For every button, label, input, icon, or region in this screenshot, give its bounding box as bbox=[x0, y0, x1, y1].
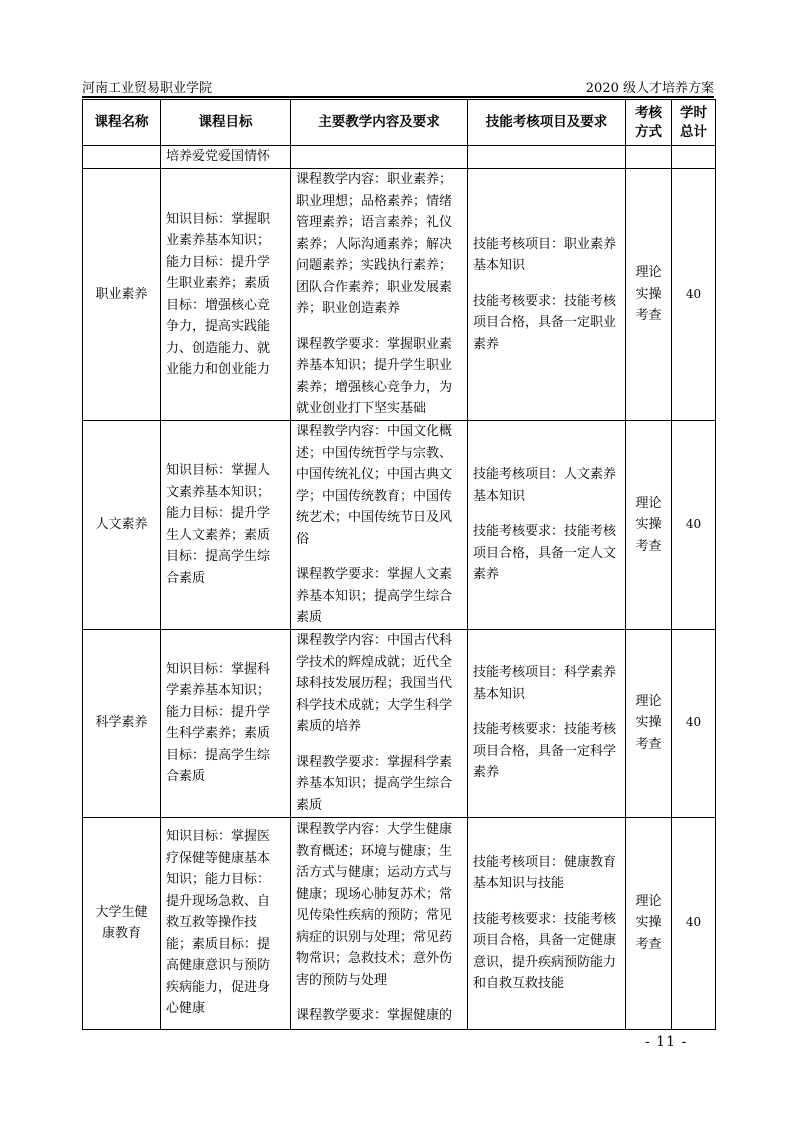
table-header-row bbox=[83, 100, 716, 146]
skill-assessment-cell bbox=[468, 629, 626, 817]
teaching-requirement-text: 课程教学要求：掌握科学素养基本知识；提高学生综合素质 bbox=[296, 754, 453, 813]
assessment-method-cell: 理论 实操 考查 bbox=[626, 169, 672, 421]
table-row bbox=[83, 629, 716, 817]
skill-assessment-cell bbox=[468, 421, 626, 630]
skill-requirement-text: 技能考核要求：技能考核项目合格，具备一定人文素养 bbox=[473, 524, 617, 582]
col-header-assessment-method: 考核 方式 bbox=[626, 100, 672, 146]
teaching-content-cell bbox=[291, 817, 468, 1029]
col-header-teaching-content: 主要教学内容及要求 bbox=[291, 100, 468, 146]
skill-requirement-text: 技能考核要求：技能考核项目合格，具备一定科学素养 bbox=[473, 722, 617, 781]
teaching-content-text: 课程教学内容：中国文化概述；中国传统哲学与宗教、中国传统礼仪；中国古典文学；中国传统教育；中国传统艺术；中国传统节日及风俗 bbox=[296, 424, 453, 547]
table-row bbox=[83, 421, 716, 630]
course-goal-cell: 知识目标：掌握科 学素养基本知识； 能力目标：提升学 生科学素养；素质 目标：提高学生综 合素质 bbox=[161, 629, 291, 817]
skill-item-text: 技能考核项目：健康教育基本知识与技能 bbox=[473, 854, 617, 891]
teaching-content-cell bbox=[291, 169, 468, 421]
skill-assessment-cell bbox=[468, 817, 626, 1029]
skill-assessment-cell bbox=[468, 169, 626, 421]
table-row bbox=[83, 169, 716, 421]
teaching-content-text: 课程教学内容：大学生健康教育概述；环境与健康；生活方式与健康；运动方式与健康；现场心肺复苏术；常见传染性疾病的预防；常见病症的识别与处理；常见药物常识；急救技术；意外伤害的预防与处理 bbox=[296, 822, 453, 988]
skill-item-text: 技能考核项目：科学素养基本知识 bbox=[473, 665, 617, 702]
total-hours-cell: 40 bbox=[672, 629, 716, 817]
course-name-cell: 科学素养 bbox=[83, 629, 161, 817]
table-row bbox=[83, 817, 716, 1029]
table-row-continued bbox=[83, 146, 716, 169]
header-school-name: 河南工业贸易职业学院 bbox=[82, 81, 213, 96]
skill-item-text: 技能考核项目：人文素养基本知识 bbox=[473, 467, 617, 504]
skill-requirement-text: 技能考核要求：技能考核项目合格，具备一定职业素养 bbox=[473, 293, 617, 352]
course-goal-cell: 知识目标：掌握医 疗保健等健康基本 知识；能力目标： 提升现场急救、自 救互救等操作技 能；素质目标：提 高健康意识与预防 疾病能力，促进身 心健康 bbox=[161, 817, 291, 1029]
assessment-method-cell: 理论 实操 考查 bbox=[626, 629, 672, 817]
skill-requirement-text: 技能考核要求：技能考核项目合格，具备一定健康意识，提升疾病预防能力和自救互救技能 bbox=[473, 911, 617, 991]
course-name-cell: 人文素养 bbox=[83, 421, 161, 630]
teaching-requirement-text: 课程教学要求：掌握健康的 bbox=[296, 1008, 453, 1024]
teaching-content-cell bbox=[291, 421, 468, 630]
total-hours-cell: 40 bbox=[672, 169, 716, 421]
teaching-requirement-text: 课程教学要求：掌握人文素养基本知识；提高学生综合素质 bbox=[296, 567, 453, 625]
skill-item-text: 技能考核项目：职业素养基本知识 bbox=[473, 236, 617, 274]
col-header-skill-assessment: 技能考核项目及要求 bbox=[468, 100, 626, 146]
teaching-content-cell bbox=[291, 629, 468, 817]
col-header-course-goal: 课程目标 bbox=[161, 100, 291, 146]
course-name-cell: 大学生健 康教育 bbox=[83, 817, 161, 1029]
course-name-cell: 职业素养 bbox=[83, 169, 161, 421]
teaching-requirement-text: 课程教学要求：掌握职业素养基本知识；提升学生职业素养；增强核心竞争力，为就业创业打下坚实基础 bbox=[296, 336, 453, 417]
page-number: - 11 - bbox=[645, 1034, 688, 1050]
header-document-title: 2020 级人才培养方案 bbox=[585, 81, 714, 96]
col-header-total-hours: 学时 总计 bbox=[672, 100, 716, 146]
curriculum-table bbox=[82, 99, 716, 1030]
teaching-content-text: 课程教学内容：中国古代科学技术的辉煌成就；近代全球科技发展历程；我国当代科学技术成就；大学生科学素质的培养 bbox=[296, 633, 453, 734]
page-header bbox=[82, 77, 714, 97]
col-header-course-name: 课程名称 bbox=[83, 100, 161, 146]
assessment-method-cell: 理论 实操 考查 bbox=[626, 421, 672, 630]
header-rule bbox=[82, 96, 714, 98]
total-hours-cell: 40 bbox=[672, 421, 716, 630]
continued-goal-cell: 培养爱党爱国情怀 bbox=[161, 146, 291, 169]
course-goal-cell: 知识目标：掌握人 文素养基本知识； 能力目标：提升学 生人文素养；素质 目标：提高学生综 合素质 bbox=[161, 421, 291, 630]
teaching-content-text: 课程教学内容：职业素养；职业理想；品格素养；情绪管理素养；语言素养；礼仪素养；人际沟通素养；解决问题素养；实践执行素养；团队合作素养；职业发展素养；职业创造素养 bbox=[296, 172, 453, 317]
total-hours-cell: 40 bbox=[672, 817, 716, 1029]
course-goal-cell: 知识目标：掌握职 业素养基本知识； 能力目标：提升学 生职业素养；素质 目标：增强核心竞 争力，提高实践能 力、创造能力、就 业能力和创业能力 bbox=[161, 169, 291, 421]
assessment-method-cell: 理论 实操 考查 bbox=[626, 817, 672, 1029]
